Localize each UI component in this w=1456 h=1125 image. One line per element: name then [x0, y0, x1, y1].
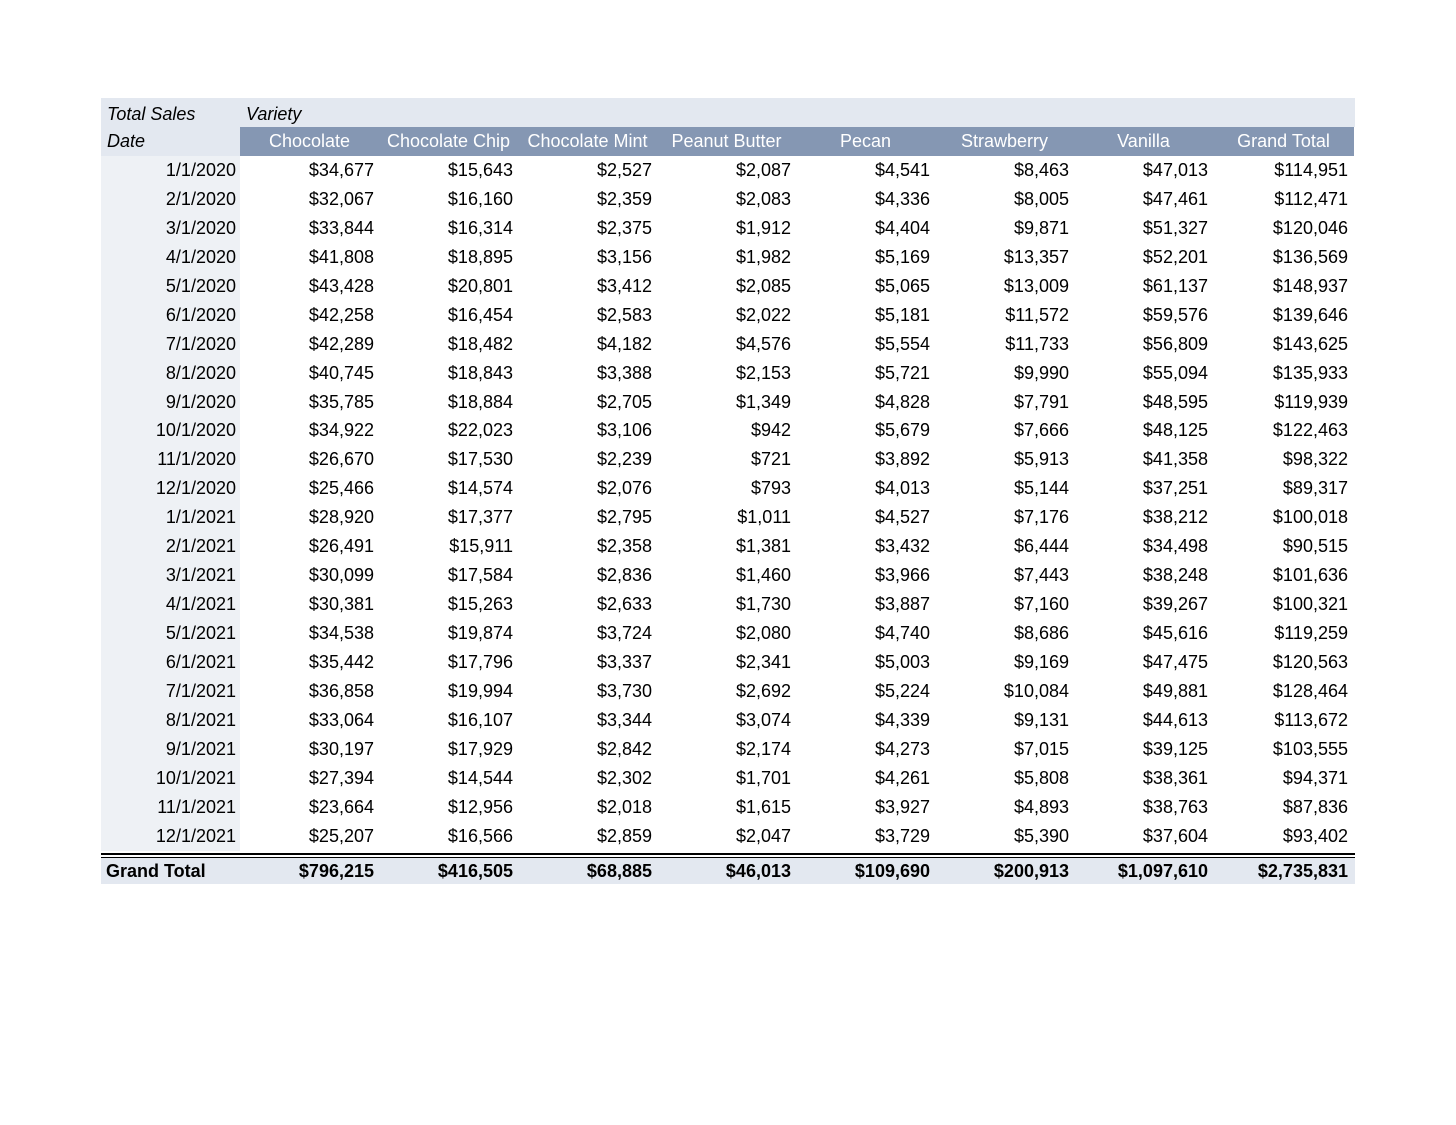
- column-header-chocolate[interactable]: Chocolate: [240, 127, 379, 156]
- table-row: [101, 474, 1355, 503]
- table-row: [101, 156, 1355, 185]
- value-cell[interactable]: $2,358: [596, 536, 652, 557]
- grand-total-cell[interactable]: $46,013: [725, 860, 791, 881]
- value-cell[interactable]: $1,349: [735, 391, 791, 412]
- value-cell[interactable]: $9,169: [1013, 651, 1069, 672]
- value-cell[interactable]: $20,801: [447, 275, 513, 296]
- value-cell[interactable]: $4,541: [874, 160, 930, 180]
- grand-total-cell[interactable]: $2,735,831: [1257, 860, 1348, 881]
- column-header-chocolate-chip[interactable]: Chocolate Chip: [379, 127, 518, 156]
- row-date-label[interactable]: 4/1/2020: [101, 243, 240, 272]
- row-total-cell[interactable]: $114,951: [1274, 160, 1348, 180]
- row-total-cell[interactable]: $120,046: [1272, 217, 1348, 238]
- value-cell[interactable]: $16,454: [447, 304, 513, 325]
- column-header-peanut-butter[interactable]: Peanut Butter: [657, 127, 796, 156]
- row-total-cell[interactable]: $98,322: [1282, 449, 1348, 470]
- row-date-label[interactable]: 8/1/2021: [101, 706, 240, 735]
- value-cell[interactable]: $2,633: [596, 594, 652, 615]
- row-total-cell[interactable]: $120,563: [1272, 651, 1348, 672]
- table-row: [101, 764, 1355, 793]
- value-cell[interactable]: $51,327: [1142, 217, 1208, 238]
- row-total-cell[interactable]: $87,836: [1282, 796, 1348, 817]
- value-cell[interactable]: $18,895: [447, 246, 513, 267]
- value-cell[interactable]: $10,084: [1003, 680, 1069, 701]
- value-cell[interactable]: $16,314: [447, 217, 513, 238]
- value-cell[interactable]: $4,339: [874, 709, 930, 730]
- value-cell[interactable]: $2,527: [596, 160, 652, 180]
- value-cell[interactable]: $2,022: [735, 304, 791, 325]
- value-cell[interactable]: $44,613: [1142, 709, 1208, 730]
- value-cell[interactable]: $2,239: [596, 449, 652, 470]
- table-row: [101, 619, 1355, 648]
- value-cell[interactable]: $1,381: [735, 536, 791, 557]
- value-cell[interactable]: $7,666: [1013, 420, 1069, 441]
- value-cell[interactable]: $33,844: [308, 217, 374, 238]
- row-date-label[interactable]: 7/1/2020: [101, 330, 240, 359]
- value-cell[interactable]: $45,616: [1142, 623, 1208, 643]
- value-cell[interactable]: $5,003: [874, 651, 930, 672]
- table-row: [101, 822, 1355, 851]
- pivot-body: [101, 156, 1355, 851]
- table-row: [101, 445, 1355, 474]
- value-cell[interactable]: $3,730: [596, 680, 652, 701]
- value-cell[interactable]: $41,358: [1142, 449, 1208, 470]
- row-total-cell[interactable]: $136,569: [1272, 246, 1348, 267]
- value-cell[interactable]: $4,893: [1013, 796, 1069, 817]
- value-cell[interactable]: $16,160: [447, 188, 513, 209]
- value-cell[interactable]: $5,065: [874, 275, 930, 296]
- value-cell[interactable]: $55,094: [1142, 362, 1208, 383]
- value-cell[interactable]: $2,795: [596, 507, 652, 528]
- value-cell[interactable]: $42,289: [308, 333, 374, 354]
- value-cell[interactable]: $39,125: [1142, 738, 1208, 759]
- row-date-label[interactable]: 11/1/2020: [101, 445, 240, 474]
- value-cell[interactable]: $2,076: [596, 478, 652, 499]
- value-cell[interactable]: $1,701: [735, 767, 791, 788]
- grand-total-cell[interactable]: $68,885: [586, 860, 652, 881]
- value-cell[interactable]: $22,023: [447, 420, 513, 441]
- value-cell[interactable]: $26,670: [308, 449, 374, 470]
- value-cell[interactable]: $2,859: [596, 825, 652, 846]
- row-date-label[interactable]: 12/1/2020: [101, 474, 240, 503]
- value-cell[interactable]: $11,733: [1005, 333, 1069, 354]
- value-cell[interactable]: $47,013: [1142, 160, 1208, 180]
- column-header-pecan[interactable]: Pecan: [796, 127, 935, 156]
- value-cell[interactable]: $1,011: [737, 507, 791, 528]
- value-cell[interactable]: $4,828: [874, 391, 930, 412]
- column-header-vanilla[interactable]: Vanilla: [1074, 127, 1213, 156]
- value-cell[interactable]: $6,444: [1013, 536, 1069, 557]
- value-cell[interactable]: $27,394: [308, 767, 374, 788]
- value-cell[interactable]: $3,887: [874, 594, 930, 615]
- row-total-cell[interactable]: $100,018: [1272, 507, 1348, 528]
- value-cell[interactable]: $15,911: [449, 536, 513, 557]
- value-cell[interactable]: $3,412: [596, 275, 652, 296]
- row-total-cell[interactable]: $94,371: [1282, 767, 1348, 788]
- value-cell[interactable]: $7,443: [1013, 565, 1069, 586]
- value-cell[interactable]: $8,686: [1013, 623, 1069, 643]
- value-cell[interactable]: $37,251: [1142, 478, 1208, 499]
- value-cell[interactable]: $3,344: [596, 709, 652, 730]
- value-cell[interactable]: $59,576: [1142, 304, 1208, 325]
- value-cell[interactable]: $4,576: [735, 333, 791, 354]
- value-cell[interactable]: $2,842: [596, 738, 652, 759]
- value-cell[interactable]: $3,729: [874, 825, 930, 846]
- value-cell[interactable]: $43,428: [308, 275, 374, 296]
- value-cell[interactable]: $2,302: [596, 767, 652, 788]
- row-total-cell[interactable]: $139,646: [1272, 304, 1348, 325]
- value-cell[interactable]: $28,920: [308, 507, 374, 528]
- value-cell[interactable]: $38,361: [1142, 767, 1208, 788]
- value-cell[interactable]: $2,174: [735, 738, 791, 759]
- value-cell[interactable]: $30,381: [308, 594, 374, 615]
- row-total-cell[interactable]: $113,672: [1274, 709, 1348, 730]
- row-date-label[interactable]: 11/1/2021: [101, 793, 240, 822]
- column-header-grand-total[interactable]: Grand Total: [1213, 127, 1354, 156]
- table-row: [101, 214, 1355, 243]
- value-cell[interactable]: $56,809: [1142, 333, 1208, 354]
- value-cell[interactable]: $49,881: [1142, 680, 1208, 701]
- table-row: [101, 706, 1355, 735]
- row-date-label[interactable]: 10/1/2020: [101, 416, 240, 445]
- value-cell[interactable]: $17,796: [447, 651, 513, 672]
- table-row: [101, 532, 1355, 561]
- value-cell[interactable]: $15,263: [447, 594, 513, 615]
- value-cell[interactable]: $8,005: [1013, 188, 1069, 209]
- row-total-cell[interactable]: $89,317: [1282, 478, 1348, 499]
- value-cell[interactable]: $42,258: [308, 304, 374, 325]
- value-cell[interactable]: $5,913: [1013, 449, 1069, 470]
- value-cell[interactable]: $2,705: [596, 391, 652, 412]
- value-cell[interactable]: $5,390: [1013, 825, 1069, 846]
- grand-total-row: [101, 858, 1355, 884]
- value-cell[interactable]: $7,160: [1013, 594, 1069, 615]
- value-cell[interactable]: $16,566: [447, 825, 513, 846]
- table-row: [101, 735, 1355, 764]
- value-cell[interactable]: $793: [750, 478, 791, 499]
- value-cell[interactable]: $25,207: [308, 825, 374, 846]
- row-total-cell[interactable]: $93,402: [1282, 825, 1348, 846]
- table-row: [101, 243, 1355, 272]
- row-date-label[interactable]: 5/1/2021: [101, 619, 240, 648]
- value-cell[interactable]: $5,169: [874, 246, 930, 267]
- table-row: [101, 793, 1355, 822]
- value-cell[interactable]: $4,740: [874, 623, 930, 643]
- table-row: [101, 416, 1355, 445]
- column-header-strawberry[interactable]: Strawberry: [935, 127, 1074, 156]
- row-total-cell[interactable]: $128,464: [1272, 680, 1348, 701]
- value-cell[interactable]: $8,463: [1013, 160, 1069, 180]
- row-total-cell[interactable]: $119,939: [1274, 391, 1348, 412]
- table-row: [101, 272, 1355, 301]
- row-total-cell[interactable]: $148,937: [1272, 275, 1348, 296]
- value-cell[interactable]: $40,745: [308, 362, 374, 383]
- row-total-cell[interactable]: $112,471: [1274, 188, 1348, 209]
- value-cell[interactable]: $17,377: [447, 507, 513, 528]
- value-cell[interactable]: $5,808: [1013, 767, 1069, 788]
- table-row: [101, 185, 1355, 214]
- grand-total-cell[interactable]: $109,690: [854, 860, 930, 881]
- row-date-label[interactable]: 5/1/2020: [101, 272, 240, 301]
- value-cell[interactable]: $2,018: [596, 796, 652, 817]
- value-cell[interactable]: $2,692: [735, 680, 791, 701]
- table-row: [101, 330, 1355, 359]
- value-cell[interactable]: $3,388: [596, 362, 652, 383]
- value-cell[interactable]: $4,527: [874, 507, 930, 528]
- row-total-cell[interactable]: $122,463: [1272, 420, 1348, 441]
- value-cell[interactable]: $33,064: [308, 709, 374, 730]
- row-total-cell[interactable]: $103,555: [1272, 738, 1348, 759]
- value-cell[interactable]: $34,677: [308, 160, 374, 180]
- value-cell[interactable]: $3,106: [596, 420, 652, 441]
- table-row: [101, 301, 1355, 330]
- value-cell[interactable]: $5,144: [1013, 478, 1069, 499]
- row-date-label[interactable]: 4/1/2021: [101, 590, 240, 619]
- row-date-label[interactable]: 8/1/2020: [101, 359, 240, 388]
- value-cell[interactable]: $48,125: [1142, 420, 1208, 441]
- row-total-cell[interactable]: $135,933: [1272, 362, 1348, 383]
- table-row: [101, 388, 1355, 417]
- value-cell[interactable]: $3,892: [874, 449, 930, 470]
- row-date-label[interactable]: 2/1/2021: [101, 532, 240, 561]
- value-cell[interactable]: $3,337: [596, 651, 652, 672]
- value-cell[interactable]: $14,544: [447, 767, 513, 788]
- value-cell[interactable]: $721: [750, 449, 791, 470]
- value-cell[interactable]: $1,730: [735, 594, 791, 615]
- table-row: [101, 359, 1355, 388]
- value-cell[interactable]: $1,460: [735, 565, 791, 586]
- value-cell[interactable]: $34,922: [308, 420, 374, 441]
- value-cell[interactable]: $25,466: [308, 478, 374, 499]
- table-row: [101, 503, 1355, 532]
- values-field-label[interactable]: Total Sales: [107, 104, 196, 124]
- column-header-chocolate-mint[interactable]: Chocolate Mint: [518, 127, 657, 156]
- value-cell[interactable]: $2,080: [735, 623, 791, 643]
- grand-total-cell[interactable]: $796,215: [298, 860, 374, 881]
- value-cell[interactable]: $2,341: [735, 651, 791, 672]
- row-date-label[interactable]: 6/1/2020: [101, 301, 240, 330]
- row-total-cell[interactable]: $90,515: [1282, 536, 1348, 557]
- value-cell[interactable]: $3,724: [596, 623, 652, 643]
- value-cell[interactable]: $35,785: [308, 391, 374, 412]
- value-cell[interactable]: $39,267: [1142, 594, 1208, 615]
- value-cell[interactable]: $35,442: [308, 651, 374, 672]
- value-cell[interactable]: $13,357: [1003, 246, 1069, 267]
- value-cell[interactable]: $1,615: [735, 796, 791, 817]
- value-cell[interactable]: $34,498: [1142, 536, 1208, 557]
- value-cell[interactable]: $34,538: [308, 623, 374, 643]
- value-cell[interactable]: $4,404: [874, 217, 930, 238]
- row-total-cell[interactable]: $119,259: [1274, 623, 1348, 643]
- value-cell[interactable]: $18,843: [447, 362, 513, 383]
- value-cell[interactable]: $14,574: [447, 478, 513, 499]
- value-cell[interactable]: $9,990: [1013, 362, 1069, 383]
- value-cell[interactable]: $3,074: [735, 709, 791, 730]
- row-date-label[interactable]: 9/1/2020: [101, 388, 240, 417]
- value-cell[interactable]: $4,336: [874, 188, 930, 209]
- value-cell[interactable]: $17,929: [447, 738, 513, 759]
- grand-total-cell[interactable]: $200,913: [993, 860, 1069, 881]
- row-date-label[interactable]: 9/1/2021: [101, 735, 240, 764]
- value-cell[interactable]: $2,087: [735, 160, 791, 180]
- value-cell[interactable]: $13,009: [1003, 275, 1069, 296]
- value-cell[interactable]: $2,583: [596, 304, 652, 325]
- row-date-label[interactable]: 1/1/2021: [101, 503, 240, 532]
- pivot-header-row-1: [101, 98, 1355, 127]
- row-total-cell[interactable]: $100,321: [1272, 594, 1348, 615]
- value-cell[interactable]: $17,530: [447, 449, 513, 470]
- value-cell[interactable]: $2,047: [735, 825, 791, 846]
- value-cell[interactable]: $38,212: [1142, 507, 1208, 528]
- value-cell[interactable]: $3,966: [874, 565, 930, 586]
- value-cell[interactable]: $19,994: [447, 680, 513, 701]
- row-date-label[interactable]: 7/1/2021: [101, 677, 240, 706]
- value-cell[interactable]: $2,085: [735, 275, 791, 296]
- value-cell[interactable]: $7,015: [1013, 738, 1069, 759]
- value-cell[interactable]: $37,604: [1142, 825, 1208, 846]
- row-date-label[interactable]: 3/1/2020: [101, 214, 240, 243]
- value-cell[interactable]: $7,176: [1013, 507, 1069, 528]
- value-cell[interactable]: $61,137: [1142, 275, 1208, 296]
- pivot-table: [101, 98, 1355, 884]
- columns-field-label[interactable]: Variety: [246, 104, 302, 124]
- value-cell[interactable]: $7,791: [1013, 391, 1069, 412]
- value-cell[interactable]: $5,181: [874, 304, 930, 325]
- row-date-label[interactable]: 10/1/2021: [101, 764, 240, 793]
- value-cell[interactable]: $2,359: [596, 188, 652, 209]
- value-cell[interactable]: $2,375: [596, 217, 652, 238]
- value-cell[interactable]: $3,927: [874, 796, 930, 817]
- value-cell[interactable]: $9,871: [1013, 217, 1069, 238]
- pivot-header-row-2: [101, 127, 1355, 156]
- table-row: [101, 677, 1355, 706]
- value-cell[interactable]: $5,679: [874, 420, 930, 441]
- value-cell[interactable]: $942: [750, 420, 791, 441]
- value-cell[interactable]: $5,224: [874, 680, 930, 701]
- value-cell[interactable]: $4,013: [874, 478, 930, 499]
- value-cell[interactable]: $23,664: [308, 796, 374, 817]
- value-cell[interactable]: $38,763: [1142, 796, 1208, 817]
- value-cell[interactable]: $47,475: [1142, 651, 1208, 672]
- value-cell[interactable]: $26,491: [308, 536, 374, 557]
- value-cell[interactable]: $36,858: [308, 680, 374, 701]
- value-cell[interactable]: $1,982: [735, 246, 791, 267]
- row-date-label[interactable]: 6/1/2021: [101, 648, 240, 677]
- value-cell[interactable]: $3,156: [596, 246, 652, 267]
- grand-total-cell[interactable]: $416,505: [437, 860, 513, 881]
- table-row: [101, 590, 1355, 619]
- value-cell[interactable]: $15,643: [447, 160, 513, 180]
- grand-total-cell[interactable]: $1,097,610: [1117, 860, 1208, 881]
- value-cell[interactable]: $3,432: [874, 536, 930, 557]
- row-date-label[interactable]: 1/1/2020: [101, 156, 240, 185]
- value-cell[interactable]: $41,808: [308, 246, 374, 267]
- value-cell[interactable]: $38,248: [1142, 565, 1208, 586]
- value-cell[interactable]: $16,107: [447, 709, 513, 730]
- row-date-label[interactable]: 12/1/2021: [101, 822, 240, 851]
- value-cell[interactable]: $30,197: [308, 738, 374, 759]
- value-cell[interactable]: $30,099: [308, 565, 374, 586]
- value-cell[interactable]: $9,131: [1013, 709, 1069, 730]
- table-row: [101, 648, 1355, 677]
- value-cell[interactable]: $48,595: [1142, 391, 1208, 412]
- value-cell[interactable]: $18,884: [447, 391, 513, 412]
- value-cell[interactable]: $1,912: [735, 217, 791, 238]
- rows-field-label[interactable]: Date: [101, 127, 240, 156]
- value-cell[interactable]: $19,874: [447, 623, 513, 643]
- value-cell[interactable]: $2,083: [735, 188, 791, 209]
- value-cell[interactable]: $18,482: [447, 333, 513, 354]
- table-row: [101, 561, 1355, 590]
- value-cell[interactable]: $4,273: [874, 738, 930, 759]
- row-total-cell[interactable]: $101,636: [1272, 565, 1348, 586]
- row-date-label[interactable]: 3/1/2021: [101, 561, 240, 590]
- value-cell[interactable]: $2,836: [596, 565, 652, 586]
- value-cell[interactable]: $32,067: [308, 188, 374, 209]
- value-cell[interactable]: $52,201: [1142, 246, 1208, 267]
- grand-total-label[interactable]: Grand Total: [106, 860, 206, 881]
- row-total-cell[interactable]: $143,625: [1272, 333, 1348, 354]
- value-cell[interactable]: $12,956: [447, 796, 513, 817]
- value-cell[interactable]: $4,261: [874, 767, 930, 788]
- value-cell[interactable]: $11,572: [1005, 304, 1069, 325]
- value-cell[interactable]: $4,182: [596, 333, 652, 354]
- row-date-label[interactable]: 2/1/2020: [101, 185, 240, 214]
- value-cell[interactable]: $17,584: [447, 565, 513, 586]
- value-cell[interactable]: $2,153: [735, 362, 791, 383]
- value-cell[interactable]: $5,721: [874, 362, 930, 383]
- value-cell[interactable]: $47,461: [1142, 188, 1208, 209]
- value-cell[interactable]: $5,554: [874, 333, 930, 354]
